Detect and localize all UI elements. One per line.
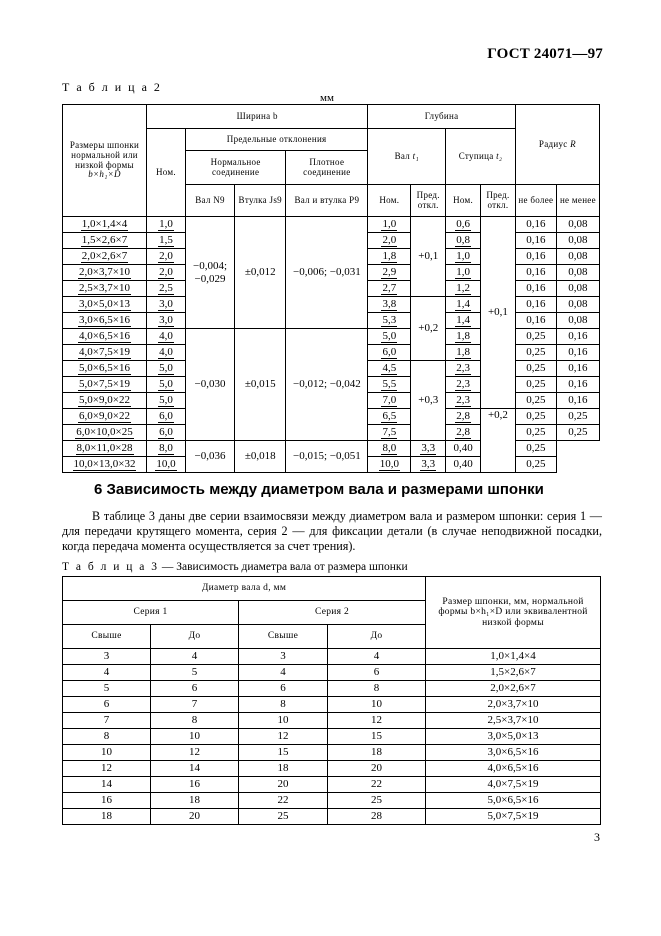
width-nom-value: 5,0 (159, 378, 173, 391)
tolerance-n9-cell: −0,030 (185, 329, 234, 441)
series1-over-header: Свыше (63, 625, 151, 649)
radius-max-cell: 0,25 (515, 425, 556, 441)
hub-depth-value: 2,3 (456, 378, 470, 391)
tolerance-js9-cell: ±0,015 (235, 329, 286, 441)
key-size-cell: 2,5×3,7×10 (426, 713, 601, 729)
series2-to-cell: 18 (328, 745, 426, 761)
series1-over-cell: 5 (63, 681, 151, 697)
shaft-depth-value: 1,8 (382, 250, 397, 263)
series1-to-cell: 12 (151, 745, 239, 761)
series2-over-cell: 22 (239, 793, 328, 809)
t2-dev-header: Пред. откл. (481, 185, 516, 217)
hub-depth-value: 1,4 (456, 298, 470, 311)
radius-min-cell: 0,08 (556, 249, 599, 265)
table-row (63, 713, 601, 729)
key-size-cell (63, 441, 147, 457)
series1-to-cell: 10 (151, 729, 239, 745)
key-size-value: 2,0×3,7×10 (79, 266, 130, 279)
key-size-header: Размер шпонки, мм, нормальной формы b×h₁×D или эквивалентной низкой формы (426, 577, 601, 649)
hub-depth-value: 0,6 (456, 218, 470, 231)
table-row (63, 649, 601, 665)
shaft-depth-value: 8,0 (382, 442, 397, 455)
depth-header: Глубина (368, 105, 516, 129)
table-row (63, 761, 601, 777)
hub-js9-header: Втулка Js9 (235, 185, 286, 217)
width-nom-cell (147, 233, 186, 249)
shaft-depth-cell (368, 313, 411, 329)
width-nom-value: 1,0 (159, 218, 173, 231)
shaft-depth-cell (368, 217, 411, 233)
series2-to-cell: 10 (328, 697, 426, 713)
hub-depth-value: 1,0 (456, 250, 470, 263)
width-header: Ширина b (147, 105, 368, 129)
hub-depth-value: 2,8 (456, 410, 470, 423)
table-row (63, 329, 600, 345)
series2-to-cell: 28 (328, 809, 426, 825)
series1-over-cell: 14 (63, 777, 151, 793)
page-number: 3 (594, 830, 600, 844)
radius-min-cell: 0,16 (556, 393, 599, 409)
table2-units: мм (320, 92, 334, 104)
hub-depth-cell (446, 425, 481, 441)
section-paragraph: В таблице 3 даны две серии взаимосвязи между диаметром вала и размером шпонки: серия 1 — для передачи крутящего момента, серия 2 — для фиксации детали (в случае неподвижной посадки, когда передача момента осуществляется за счет трения). (62, 509, 602, 553)
radius-max-cell: 0,25 (515, 361, 556, 377)
key-size-cell (63, 265, 147, 281)
hub-depth-cell (446, 313, 481, 329)
diameter-header: Диаметр вала d, мм (63, 577, 426, 601)
nom-header: Ном. (147, 129, 186, 217)
radius-min-cell: 0,16 (556, 377, 599, 393)
key-size-cell: 1,0×1,4×4 (426, 649, 601, 665)
section-title: 6 Зависимость между диаметром вала и размерами шпонки (94, 481, 544, 498)
table-row (63, 665, 601, 681)
key-size-value: 4,0×6,5×16 (79, 330, 130, 343)
shaft-depth-value: 7,5 (382, 426, 397, 439)
key-size-cell: 4,0×6,5×16 (426, 761, 601, 777)
width-nom-value: 2,0 (159, 266, 173, 279)
width-nom-value: 2,5 (159, 282, 173, 295)
radius-min-header: не менее (556, 185, 599, 217)
key-size-cell: 5,0×7,5×19 (426, 809, 601, 825)
radius-max-cell: 0,25 (515, 329, 556, 345)
width-nom-cell (147, 377, 186, 393)
shaft-depth-value: 7,0 (382, 394, 397, 407)
radius-min-cell: 0,16 (556, 329, 599, 345)
tolerance-p9-cell: −0,015; −0,051 (286, 441, 368, 473)
radius-max-cell: 0,25 (515, 377, 556, 393)
series2-to-cell: 22 (328, 777, 426, 793)
series2-over-header: Свыше (239, 625, 328, 649)
tolerance-p9-cell: −0,012; −0,042 (286, 329, 368, 441)
hub-depth-value: 2,3 (456, 394, 470, 407)
shaft-depth-cell (368, 265, 411, 281)
hub-depth-value: 1,2 (456, 282, 470, 295)
series1-to-cell: 20 (151, 809, 239, 825)
hub-depth-value: 3,3 (421, 458, 436, 471)
radius-max-header: не более (515, 185, 556, 217)
shaft-depth-cell (368, 457, 411, 473)
shaft-hub-p9-header: Вал и втулка Р9 (286, 185, 368, 217)
normal-fit-header: Нормальное соединение (185, 151, 285, 185)
radius-max-cell: 0,40 (446, 457, 481, 473)
shaft-depth-cell (368, 345, 411, 361)
hub-depth-value: 0,8 (456, 234, 470, 247)
table3-caption: Т а б л и ц а 3 — Зависимость диаметра вала от размера шпонки (62, 561, 408, 573)
shaft-depth-value: 5,0 (382, 330, 397, 343)
shaft-depth-cell (368, 329, 411, 345)
series2-over-cell: 20 (239, 777, 328, 793)
shaft-depth-cell (368, 409, 411, 425)
key-size-value: 5,0×7,5×19 (79, 378, 130, 391)
width-nom-cell (147, 441, 186, 457)
width-nom-cell (147, 281, 186, 297)
table2 (62, 104, 600, 473)
key-size-value: 10,0×13,0×32 (73, 458, 136, 471)
shaft-depth-cell (368, 361, 411, 377)
key-size-cell (63, 249, 147, 265)
hub-depth-cell (446, 249, 481, 265)
shaft-depth-value: 2,7 (382, 282, 397, 295)
key-size-value: 2,0×2,6×7 (81, 250, 128, 263)
hub-depth-cell (446, 265, 481, 281)
series2-to-cell: 6 (328, 665, 426, 681)
key-size-cell (63, 233, 147, 249)
table-row (63, 441, 600, 457)
key-size-value: 2,5×3,7×10 (79, 282, 130, 295)
table-row (63, 681, 601, 697)
key-size-value: 4,0×7,5×19 (79, 346, 130, 359)
width-nom-cell (147, 361, 186, 377)
radius-min-cell: 0,25 (556, 425, 599, 441)
shaft-depth-value: 1,0 (382, 218, 397, 231)
width-nom-cell (147, 393, 186, 409)
hub-depth-cell (446, 345, 481, 361)
hub-depth-value: 2,8 (456, 426, 470, 439)
table-row (63, 745, 601, 761)
shaft-depth-value: 2,9 (382, 266, 397, 279)
series2-over-cell: 10 (239, 713, 328, 729)
radius-min-cell: 0,08 (556, 217, 599, 233)
hub-depth-value: 1,8 (456, 346, 470, 359)
hub-depth-cell (446, 393, 481, 409)
series2-to-cell: 20 (328, 761, 426, 777)
key-size-value: 5,0×6,5×16 (79, 362, 130, 375)
shaft-depth-cell (368, 297, 411, 313)
shaft-depth-value: 4,5 (382, 362, 397, 375)
width-nom-cell (147, 425, 186, 441)
width-nom-value: 2,0 (159, 250, 173, 263)
key-size-value: 6,0×10,0×25 (76, 426, 133, 439)
table-row (63, 217, 600, 233)
width-nom-cell (147, 457, 186, 473)
series1-to-cell: 5 (151, 665, 239, 681)
tolerance-js9-cell: ±0,012 (235, 217, 286, 329)
series1-over-cell: 16 (63, 793, 151, 809)
series1-over-cell: 4 (63, 665, 151, 681)
radius-max-cell: 0,16 (515, 313, 556, 329)
key-size-cell (63, 297, 147, 313)
hub-depth-value: 3,3 (421, 442, 436, 455)
hub-depth-cell (446, 217, 481, 233)
radius-min-cell: 0,25 (556, 409, 599, 425)
key-size-cell: 4,0×7,5×19 (426, 777, 601, 793)
width-nom-value: 5,0 (159, 362, 173, 375)
series1-header: Серия 1 (63, 601, 239, 625)
shaft-n9-header: Вал N9 (185, 185, 234, 217)
radius-max-cell: 0,16 (515, 281, 556, 297)
t2-deviation-cell: +0,2 (481, 409, 516, 473)
width-nom-value: 3,0 (159, 298, 173, 311)
radius-min-cell: 0,25 (515, 441, 556, 457)
radius-max-cell: 0,25 (515, 409, 556, 425)
series2-over-cell: 8 (239, 697, 328, 713)
key-size-cell: 3,0×5,0×13 (426, 729, 601, 745)
t1-deviation-cell: +0,1 (411, 217, 446, 297)
hub-depth-cell (446, 297, 481, 313)
limits-header: Предельные отклонения (185, 129, 367, 151)
hub-depth-value: 1,0 (456, 266, 470, 279)
t1-deviation-cell: +0,3 (411, 361, 446, 441)
series2-over-cell: 3 (239, 649, 328, 665)
width-nom-value: 6,0 (159, 410, 173, 423)
hub-depth-cell (411, 441, 446, 457)
radius-max-cell: 0,40 (446, 441, 481, 457)
radius-max-cell: 0,16 (515, 233, 556, 249)
key-size-value: 8,0×11,0×28 (76, 442, 133, 455)
hub-depth-cell (446, 361, 481, 377)
hub-depth-header: Ступица t₂ (446, 129, 516, 185)
tolerance-n9-cell: −0,004; −0,029 (185, 217, 234, 329)
table-row (63, 793, 601, 809)
key-size-cell (63, 329, 147, 345)
hub-depth-value: 2,3 (456, 362, 470, 375)
radius-max-cell: 0,25 (515, 393, 556, 409)
radius-max-cell: 0,16 (515, 217, 556, 233)
size-formula: b×h₁×D (88, 169, 121, 180)
series2-over-cell: 15 (239, 745, 328, 761)
width-nom-value: 4,0 (159, 330, 173, 343)
t2-nom-header: Ном. (446, 185, 481, 217)
table-row (63, 729, 601, 745)
series1-over-cell: 6 (63, 697, 151, 713)
shaft-depth-value: 5,5 (382, 378, 397, 391)
series1-over-cell: 10 (63, 745, 151, 761)
hub-depth-cell (446, 281, 481, 297)
series2-to-cell: 8 (328, 681, 426, 697)
width-nom-value: 8,0 (159, 442, 173, 455)
key-size-cell: 1,5×2,6×7 (426, 665, 601, 681)
width-nom-value: 6,0 (159, 426, 173, 439)
series1-over-cell: 8 (63, 729, 151, 745)
radius-min-cell: 0,08 (556, 233, 599, 249)
series1-over-cell: 3 (63, 649, 151, 665)
shaft-depth-cell (368, 233, 411, 249)
series2-to-cell: 12 (328, 713, 426, 729)
hub-depth-cell (446, 329, 481, 345)
hub-depth-cell (446, 377, 481, 393)
series1-to-header: До (151, 625, 239, 649)
key-size-value: 3,0×5,0×13 (79, 298, 130, 311)
radius-max-cell: 0,16 (515, 265, 556, 281)
width-nom-cell (147, 313, 186, 329)
key-size-value: 6,0×9,0×22 (79, 410, 130, 423)
key-size-cell: 2,0×3,7×10 (426, 697, 601, 713)
radius-min-cell: 0,25 (515, 457, 556, 473)
series2-over-cell: 12 (239, 729, 328, 745)
shaft-depth-value: 6,5 (382, 410, 397, 423)
key-size-cell: 2,0×2,6×7 (426, 681, 601, 697)
series1-to-cell: 14 (151, 761, 239, 777)
series2-over-cell: 6 (239, 681, 328, 697)
series1-over-cell: 7 (63, 713, 151, 729)
width-nom-cell (147, 329, 186, 345)
series2-over-cell: 4 (239, 665, 328, 681)
series1-over-cell: 18 (63, 809, 151, 825)
radius-min-cell: 0,08 (556, 313, 599, 329)
key-size-cell (63, 345, 147, 361)
series2-to-cell: 15 (328, 729, 426, 745)
key-size-value: 5,0×9,0×22 (79, 394, 130, 407)
radius-header: Радиус R (515, 105, 599, 185)
key-size-value: 3,0×6,5×16 (79, 314, 130, 327)
size-header: Размеры шпонки нормальной или низкой формы b×h₁×D (63, 105, 147, 217)
key-size-cell (63, 393, 147, 409)
radius-min-cell: 0,08 (556, 265, 599, 281)
series1-to-cell: 16 (151, 777, 239, 793)
tolerance-p9-cell: −0,006; −0,031 (286, 217, 368, 329)
shaft-depth-value: 3,8 (382, 298, 397, 311)
table3 (62, 576, 601, 825)
shaft-depth-header: Вал t₁ (368, 129, 446, 185)
series2-to-cell: 25 (328, 793, 426, 809)
hub-depth-cell (446, 409, 481, 425)
series1-to-cell: 6 (151, 681, 239, 697)
key-size-cell (63, 425, 147, 441)
shaft-depth-cell (368, 393, 411, 409)
t2-deviation-cell: +0,1 (481, 217, 516, 409)
series1-to-cell: 4 (151, 649, 239, 665)
tolerance-js9-cell: ±0,018 (235, 441, 286, 473)
shaft-depth-cell (368, 377, 411, 393)
shaft-depth-value: 6,0 (382, 346, 397, 359)
width-nom-cell (147, 409, 186, 425)
tight-fit-header: Плотное соединение (286, 151, 368, 185)
width-nom-value: 5,0 (159, 394, 173, 407)
series1-over-cell: 12 (63, 761, 151, 777)
key-size-cell: 5,0×6,5×16 (426, 793, 601, 809)
series2-over-cell: 18 (239, 761, 328, 777)
series2-over-cell: 25 (239, 809, 328, 825)
width-nom-value: 1,5 (159, 234, 173, 247)
hub-depth-value: 1,4 (456, 314, 470, 327)
hub-depth-cell (446, 233, 481, 249)
shaft-depth-cell (368, 249, 411, 265)
document-code: ГОСТ 24071—97 (487, 46, 603, 62)
width-nom-value: 10,0 (156, 458, 176, 471)
radius-max-cell: 0,16 (515, 249, 556, 265)
key-size-cell: 3,0×6,5×16 (426, 745, 601, 761)
key-size-cell (63, 217, 147, 233)
width-nom-value: 3,0 (159, 314, 173, 327)
key-size-value: 1,5×2,6×7 (81, 234, 128, 247)
hub-depth-cell (411, 457, 446, 473)
width-nom-cell (147, 265, 186, 281)
shaft-depth-cell (368, 441, 411, 457)
radius-min-cell: 0,16 (556, 345, 599, 361)
shaft-depth-cell (368, 281, 411, 297)
radius-max-cell: 0,25 (515, 345, 556, 361)
width-nom-value: 4,0 (159, 346, 173, 359)
series2-to-header: До (328, 625, 426, 649)
table-row (63, 777, 601, 793)
shaft-depth-value: 2,0 (382, 234, 397, 247)
width-nom-cell (147, 249, 186, 265)
radius-min-cell: 0,08 (556, 281, 599, 297)
shaft-depth-value: 10,0 (379, 458, 399, 471)
key-size-cell (63, 377, 147, 393)
series1-to-cell: 8 (151, 713, 239, 729)
key-size-cell (63, 313, 147, 329)
key-size-cell (63, 281, 147, 297)
table-row (63, 697, 601, 713)
key-size-cell (63, 409, 147, 425)
series2-to-cell: 4 (328, 649, 426, 665)
key-size-cell (63, 457, 147, 473)
width-nom-cell (147, 217, 186, 233)
radius-max-cell: 0,16 (515, 297, 556, 313)
t1-dev-header: Пред. откл. (411, 185, 446, 217)
series2-header: Серия 2 (239, 601, 426, 625)
radius-min-cell: 0,08 (556, 297, 599, 313)
width-nom-cell (147, 297, 186, 313)
key-size-cell (63, 361, 147, 377)
table2-caption: Т а б л и ц а 2 (62, 80, 162, 94)
shaft-depth-value: 5,3 (382, 314, 397, 327)
radius-min-cell: 0,16 (556, 361, 599, 377)
table-row (63, 809, 601, 825)
shaft-depth-cell (368, 425, 411, 441)
tolerance-n9-cell: −0,036 (185, 441, 234, 473)
key-size-value: 1,0×1,4×4 (81, 218, 128, 231)
hub-depth-value: 1,8 (456, 330, 470, 343)
t1-deviation-cell: +0,2 (411, 297, 446, 361)
t1-nom-header: Ном. (368, 185, 411, 217)
width-nom-cell (147, 345, 186, 361)
series1-to-cell: 7 (151, 697, 239, 713)
series1-to-cell: 18 (151, 793, 239, 809)
